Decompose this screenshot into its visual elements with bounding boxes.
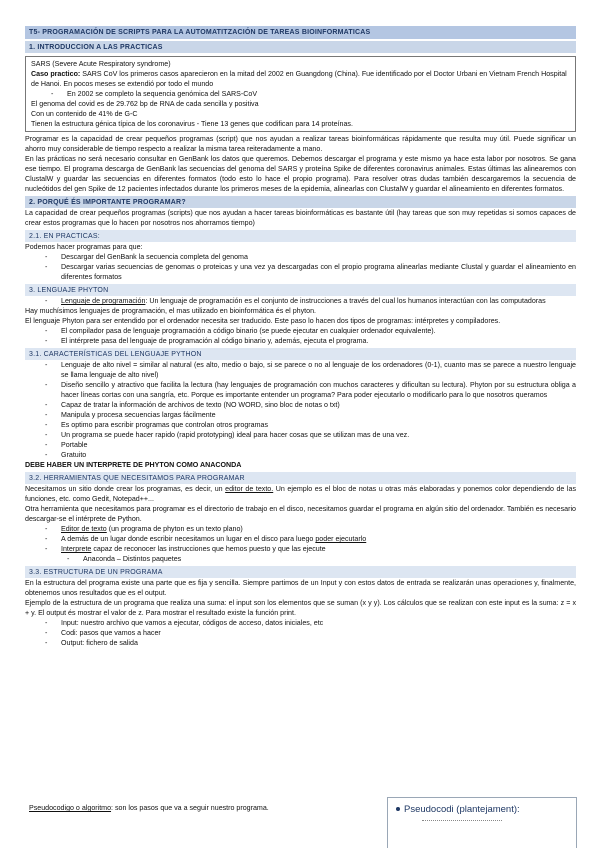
paragraph-directory: Otra herramienta que necesitamos para programar es el directorio de trabajo en el disco, necesitamos guardar el programa en algún sitio del ordenador. También es necesario descargar-se el intérprete de Python. — [25, 505, 576, 523]
structure-list — [25, 618, 576, 648]
translator-item: - El compilador pasa de lenguaje programación a código binario (se puede ejecutar en cualquier ordenador equivalente). — [25, 326, 576, 336]
language-def-item: - Lenguaje de programación: Un lenguaje de programación es el conjunto de instrucciones a través del cual los humanos interactúan con las computadoras — [25, 296, 576, 306]
footer-area — [25, 797, 576, 848]
paragraph-editor: Necesitamos un sitio donde crear los programas, es decir, un editor de texto. Un ejemplo es el bloc de notas u otras más elaboradas y ponemos color dependiendo de las funciones, etc. como Gedit, Notepad++... — [25, 485, 576, 503]
tool-subitem: - Anaconda – Distintos paquetes — [25, 554, 576, 564]
document-title: T5- PROGRAMACIÓN DE SCRIPTS PARA LA AUTOMATITZACIÓN DE TAREAS BIOINFORMATICAS — [25, 26, 576, 39]
box-line-5: Con un contenido de 41% de G-C — [31, 110, 138, 118]
box-line-1: SARS (Severe Acute Respiratory syndrome) — [31, 60, 171, 68]
section-3-header: 3. LENGUAJE PHYTON — [25, 284, 576, 296]
feature-item: - Manipula y procesa secuencias largas fácilmente — [25, 410, 576, 420]
paragraph-practicas: En las prácticas no será necesario consultar en GenBank los datos que queremos. Debemos descargar el programa y este mismo ya hace esta labor por nosotros. Se gana ese tiempo. El programa descarga de GenBank las secuencias del genoma del SARS y proteína Spike de diferentes coronavirus animales. Estas últimas las alinearemos con ClustalW y guardar las secuencias en diferentes formatos (todo esto lo hace el propio programa). Para resolver otras dudas también descargaremos la secuencia de nucleótidos del gen Spike de 12 pacientes infectados durante los primeros meses de la epidemia, alinearlas con ClustalW y guardar el alineamiento en diferentes formatos. — [25, 155, 576, 193]
tools-list — [25, 524, 576, 554]
paragraph-structure: En la estructura del programa existe una parte que es fija y sencilla. Siempre partimos de un Input y con estos datos de entrada se realizarán unas operaciones y, finalmente, obtenemos unos resultados que es el output. — [25, 579, 576, 597]
box-line-4: El genoma del covid es de 29.762 bp de RNA de cada sencilla y positiva — [31, 100, 259, 108]
paragraph-podemos: Podemos hacer programas para que: — [25, 243, 143, 251]
feature-item: - Un programa se puede hacer rapido (rapid prototyping) ideal para hacer cosas que se utilizan mas de una vez. — [25, 430, 576, 440]
practice-item: - Descargar varias secuencias de genomas o proteicas y una vez ya descargadas con el propio programa alinearlas mediante Clustal y guardar el alineamiento en diferentes formatos — [25, 262, 576, 282]
card-dotted-line — [422, 820, 502, 821]
paragraph-translation: El lenguaje Phyton para ser entendido por el ordenador necesita ser traducido. Este paso lo hacen dos tipos de programas: intérpretes y compiladores. — [25, 317, 501, 325]
box-line-6: Tienen la estructura génica típica de los coronavirus - Tiene 13 genes que codifican para 14 proteínas. — [31, 120, 353, 128]
bullet-icon — [396, 807, 400, 811]
case-study-box — [25, 56, 576, 132]
section-3-2-header: 3.2. HERRAMIENTAS QUE NECESITAMOS PARA PROGRAMAR — [25, 472, 576, 484]
features-list — [25, 360, 576, 460]
pseudocode-line: Pseudocodigo o algoritmo: son los pasos que va a seguir nuestro programa. — [29, 804, 269, 812]
section-3-3-header: 3.3. ESTRUCTURA DE UN PROGRAMA — [25, 566, 576, 578]
feature-item: - Lenguaje de alto nivel = similar al natural (es alto, medio o bajo, si se parece o no al lenguaje de los ordenadores (0-1), cuanto mas se parece a nuestro lenguaje se llama lenguaje de alto nivel) — [25, 360, 576, 380]
feature-item: - Capaz de tratar la información de archivos de texto (NO WORD, sino bloc de notas o txt) — [25, 400, 576, 410]
paragraph-importance: La capacidad de crear pequeños programas (scripts) que nos ayudan a hacer tareas bioinformáticas es bastante útil (hay tareas que son muy repetidas si somos capaces de crear estos programas que lo hacen por nosotros nos ahorramos tiempo) — [25, 209, 576, 227]
section-2-header: 2. PORQUÉ ÉS IMPORTANTE PROGRAMAR? — [25, 196, 576, 208]
tool-item: - Editor de texto (un programa de phyton es un texto plano) — [25, 524, 576, 534]
section-1-header: 1. INTRODUCCION A LAS PRACTICAS — [25, 41, 576, 53]
section-3-1-header: 3.1. CARACTERÍSTICAS DEL LENGUAJE PYTHON — [25, 348, 576, 360]
pseudocode-card-title: Pseudocodi (plantejament): — [396, 804, 520, 816]
document-page — [25, 26, 576, 648]
structure-item: - Codi: pasos que vamos a hacer — [25, 628, 576, 638]
paragraph-programar: Programar es la capacidad de crear pequeños programas (script) que nos ayudan a realizar tareas bioinformáticas rápidamente que resulta muy útil. Puede significar un ahorro muy considerable de tiempo respecto a realizar la misma tarea reiteradamente a mano. — [25, 135, 576, 153]
practice-list — [25, 252, 576, 282]
paragraph-languages: Hay muchísimos lenguajes de programación, el mas utilizado en bioinformática és el phyton. — [25, 307, 316, 315]
tool-item: - A demás de un lugar donde escribir necesitamos un lugar en el disco para luego poder ejecutarlo — [25, 534, 576, 544]
feature-item: - Portable — [25, 440, 576, 450]
structure-item: - Output: fichero de salida — [25, 638, 576, 648]
interpreter-note: DEBE HABER UN INTERPRETE DE PHYTON COMO ANACONDA — [25, 461, 242, 469]
box-list — [31, 89, 570, 99]
section-2-1-header: 2.1. EN PRACTICAS: — [25, 230, 576, 242]
feature-item: - Es optimo para escribir programas que controlan otros programas — [25, 420, 576, 430]
translator-list — [25, 326, 576, 346]
practice-item: - Descargar del GenBank la secuencia completa del genoma — [25, 252, 576, 262]
feature-item: - Gratuito — [25, 450, 576, 460]
tool-item: - Interprete capaz de reconocer las instrucciones que hemos puesto y que las ejecute — [25, 544, 576, 554]
translator-item: - El intérprete pasa del lenguaje de programación al código binario y, además, ejecuta el programa. — [25, 336, 576, 346]
tools-sublist — [25, 554, 576, 564]
feature-item: - Diseño sencillo y atractivo que facilita la lectura (hay lenguajes de programación con muchos caracteres y dificultan su lectura). Phyton por su estructura obliga a hacer líneas cortas con una sangría, etc. Porque es importante entender un programa? Para poder ejecutarlo o modificarlo para lo que nosotros queramos — [25, 380, 576, 400]
paragraph-example: Ejemplo de la estructura de un programa que realiza una suma: el input son los elementos que se suman (x y y). Los cálculos que se realizan con este input es la suma: z = x + y. El output és mostrar el valor de z. Para mostrar el resultado existe la función print. — [25, 599, 576, 617]
box-line-3: - En 2002 se completo la sequencia genómica del SARS-CoV — [31, 89, 570, 99]
structure-item: - Input: nuestro archivo que vamos a ejecutar, códigos de acceso, datos iniciales, etc — [25, 618, 576, 628]
language-def-list — [25, 296, 576, 306]
box-line-2: Caso practico: SARS CoV los primeros casos aparecieron en la mitad del 2002 en Guangdong (China). Fue identificado por el Doctor Urbani en Vietnam French Hospital de Hanoi. En pocos meses se extendió por todo el mundo — [31, 70, 567, 88]
pseudocode-slide-card — [387, 797, 577, 848]
